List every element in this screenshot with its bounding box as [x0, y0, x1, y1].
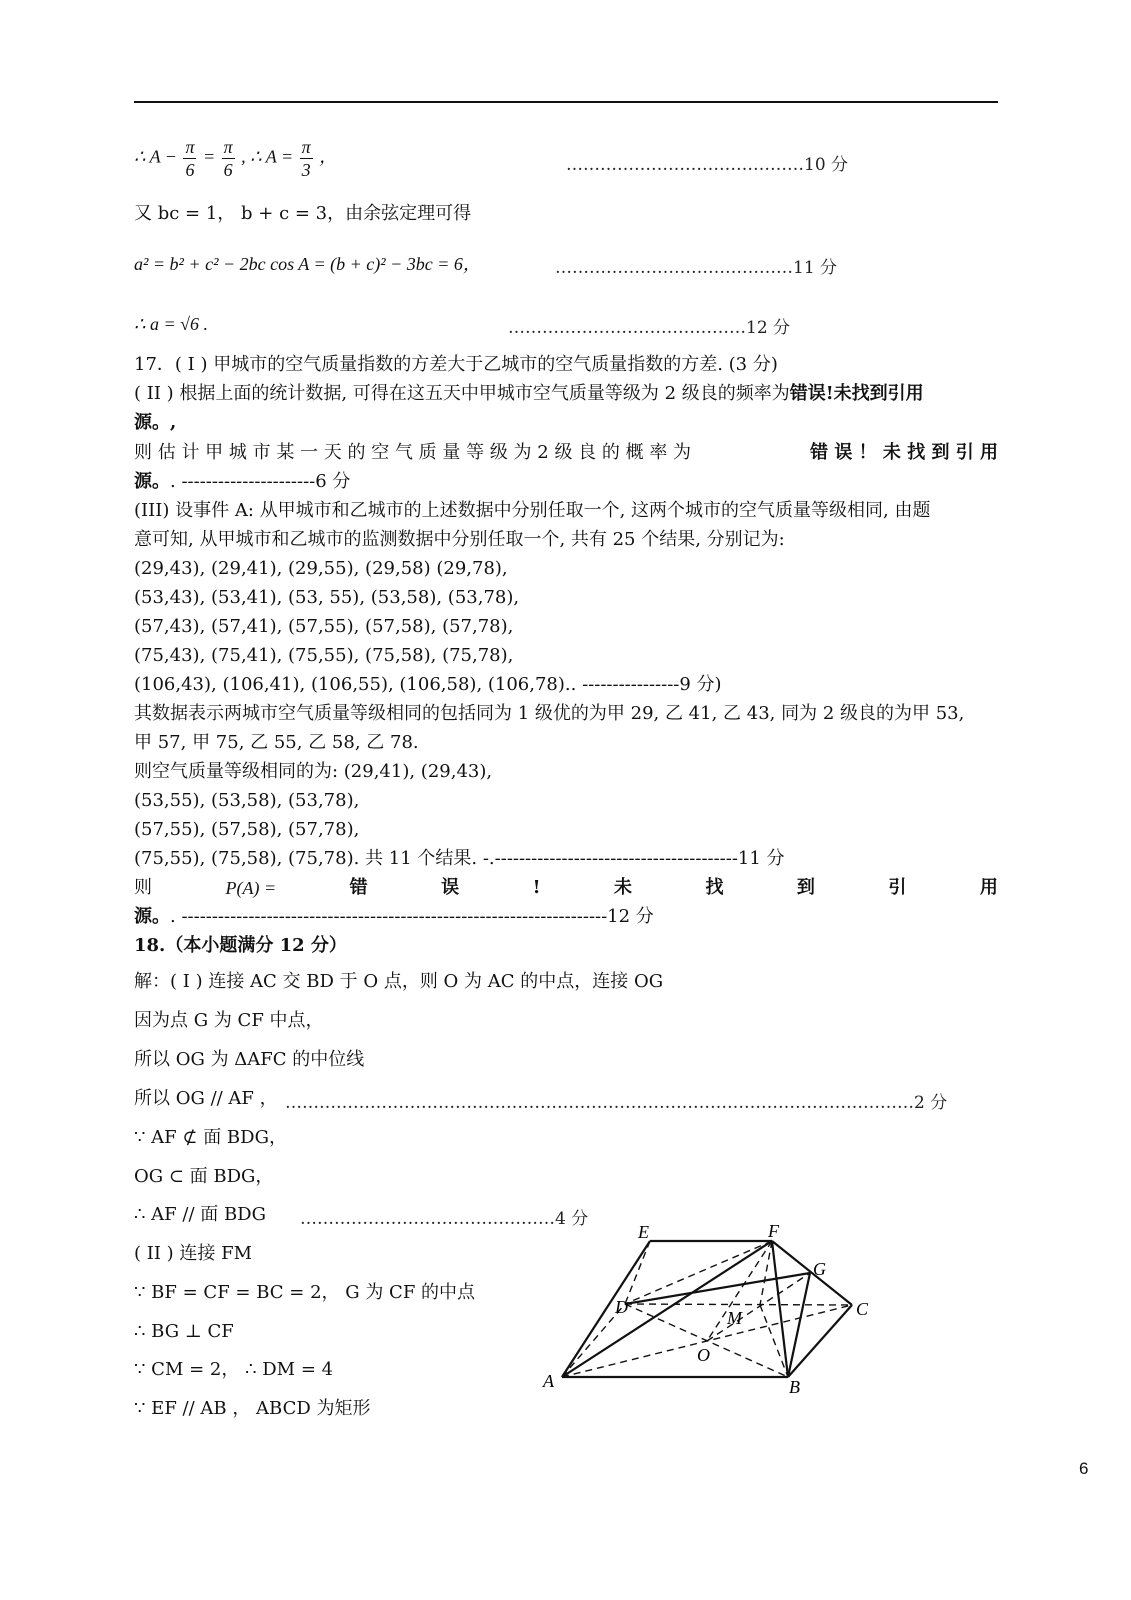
- sol17-part1: 17．( I ) 甲城市的空气质量指数的方差大于乙城市的空气质量指数的方差. (3 分): [134, 354, 778, 375]
- vertex-label-M: M: [727, 1308, 742, 1328]
- vertex-label-C: C: [856, 1299, 869, 1319]
- error-ref-char: 错: [349, 877, 368, 898]
- outcome-row: (53,43), (53,41), (53, 55), (53,58), (53,78),: [134, 587, 520, 608]
- score-mark: ……………………………………12 分: [508, 318, 791, 338]
- sol18-line: ∵ CM = 2， ∴ DM = 4: [134, 1359, 334, 1380]
- vertex-label-B: B: [789, 1377, 800, 1397]
- score-mark: …………………………………………………………………………………………………2 分: [285, 1093, 948, 1113]
- sol18-line: 解：( I ) 连接 AC 交 BD 于 O 点，则 O 为 AC 的中点，连接 OG: [134, 971, 664, 992]
- probability-line: 则 P(A) = 错 误 ! 未 找 到 引 用: [134, 877, 998, 898]
- same-level-row: (75,55), (75,58), (75,78). 共 11 个结果. -.----------------------------------------11 分: [134, 848, 785, 869]
- sol18-line: 所以 OG 为 ΔAFC 的中位线: [134, 1049, 365, 1070]
- sol16-line1: ∴ A − $\frac{\pi}{6}$ = $\frac{\pi}{6}$ , ∴ A = $\frac{\pi}{3}$ ，: [134, 137, 338, 180]
- vertex-label-D: D: [615, 1297, 628, 1317]
- sol17-part2: ( II ) 根据上面的统计数据, 可得在这五天中甲城市空气质量等级为 2 级良的频率为错误!未找到引用: [134, 383, 924, 404]
- sol17-part2c: 源。. ----------------------6 分: [134, 471, 351, 492]
- outcome-row: (57,43), (57,41), (57,55), (57,58), (57,78),: [134, 616, 514, 637]
- fraction-pi-over-6: $\frac{\pi}{6}$: [223, 137, 233, 180]
- page-number: 6: [1079, 1459, 1089, 1478]
- sol17-part3d: 甲 57, 甲 75, 乙 55, 乙 58, 乙 78.: [134, 732, 419, 753]
- sol17-part3e: 则空气质量等级相同的为: (29,41), (29,43),: [134, 761, 493, 782]
- error-ref-char: 未: [613, 877, 632, 898]
- sol18-line: ∵ EF // AB ， ABCD 为矩形: [134, 1398, 371, 1419]
- sol18-line: OG ⊂ 面 BDG，: [134, 1166, 274, 1187]
- error-ref-char: 引: [888, 877, 907, 898]
- sol16-line4: ∴ a = √6 .: [134, 314, 208, 334]
- vertex-label-F: F: [768, 1221, 779, 1241]
- error-ref-char: 用: [979, 877, 998, 898]
- sol18-line: ∵ BF = CF = BC = 2， G 为 CF 的中点: [134, 1282, 476, 1303]
- vertex-label-O: O: [697, 1345, 710, 1365]
- error-ref-text: 源。,: [134, 412, 177, 433]
- sol18-line: 所以 OG // AF ，: [134, 1088, 278, 1109]
- sol18-line: ∴ BG ⊥ CF: [134, 1321, 234, 1342]
- sol16-line3: a² = b² + c² − 2bc cos A = (b + c)² − 3bc = 6，: [134, 254, 481, 274]
- error-ref-char: 找: [705, 877, 724, 898]
- error-ref-char: 到: [796, 877, 815, 898]
- sol16-line2: 又 bc = 1， b + c = 3，由余弦定理可得: [134, 203, 472, 224]
- outcome-row: (106,43), (106,41), (106,55), (106,58), (106,78).. ----------------9 分): [134, 674, 722, 695]
- error-ref-text: 源。: [134, 906, 170, 927]
- error-ref-char: !: [532, 877, 541, 898]
- sol18-line: ∴ AF // 面 BDG: [134, 1204, 266, 1225]
- same-level-row: (57,55), (57,58), (57,78),: [134, 819, 360, 840]
- score-mark: ……………………………………11 分: [555, 258, 838, 278]
- sol17-part2b: 则 估 计 甲 城 市 某 一 天 的 空 气 质 量 等 级 为 2 级 良 的 概 率 为 错 误 ！ 未 找 到 引 用: [134, 442, 998, 463]
- sol18-line: 因为点 G 为 CF 中点，: [134, 1010, 324, 1031]
- sol17-part3a: (III) 设事件 A: 从甲城市和乙城市的上述数据中分别任取一个, 这两个城市的空气质量等级相同, 由题: [134, 500, 931, 521]
- probability-line-end: 源。. ----------------------------------------------------------------------12 分: [134, 906, 654, 927]
- vertex-label-A: A: [543, 1371, 554, 1391]
- vertex-label-E: E: [638, 1222, 649, 1242]
- error-ref-char: 误: [441, 877, 460, 898]
- sol18-line: ( II ) 连接 FM: [134, 1243, 253, 1264]
- sol18-title: 18.（本小题满分 12 分）: [134, 935, 347, 956]
- sol17-part3b: 意可知, 从甲城市和乙城市的监测数据中分别任取一个, 共有 25 个结果, 分别记为:: [134, 529, 785, 550]
- sol18-line: ∵ AF ⊄ 面 BDG，: [134, 1127, 287, 1148]
- score-mark: ……………………………………10 分: [566, 155, 849, 175]
- vertex-label-G: G: [813, 1259, 826, 1279]
- score-mark: ………………………………………4 分: [300, 1209, 589, 1229]
- fraction-pi-over-3: $\frac{\pi}{3}$: [301, 137, 311, 180]
- outcome-row: (29,43), (29,41), (29,55), (29,58) (29,78),: [134, 558, 508, 579]
- sol17-part3c: 其数据表示两城市空气质量等级相同的包括同为 1 级优的为甲 29, 乙 41, 乙 43, 同为 2 级良的为甲 53,: [134, 703, 965, 724]
- same-level-row: (53,55), (53,58), (53,78),: [134, 790, 360, 811]
- fraction-pi-over-6: $\frac{\pi}{6}$: [185, 137, 195, 180]
- error-ref-text: 错 误 ！ 未 找 到 引 用: [810, 442, 998, 463]
- error-ref-text: 错误!未找到引用: [789, 383, 924, 404]
- outcome-row: (75,43), (75,41), (75,55), (75,58), (75,78),: [134, 645, 514, 666]
- error-ref-text: 源。: [134, 471, 170, 492]
